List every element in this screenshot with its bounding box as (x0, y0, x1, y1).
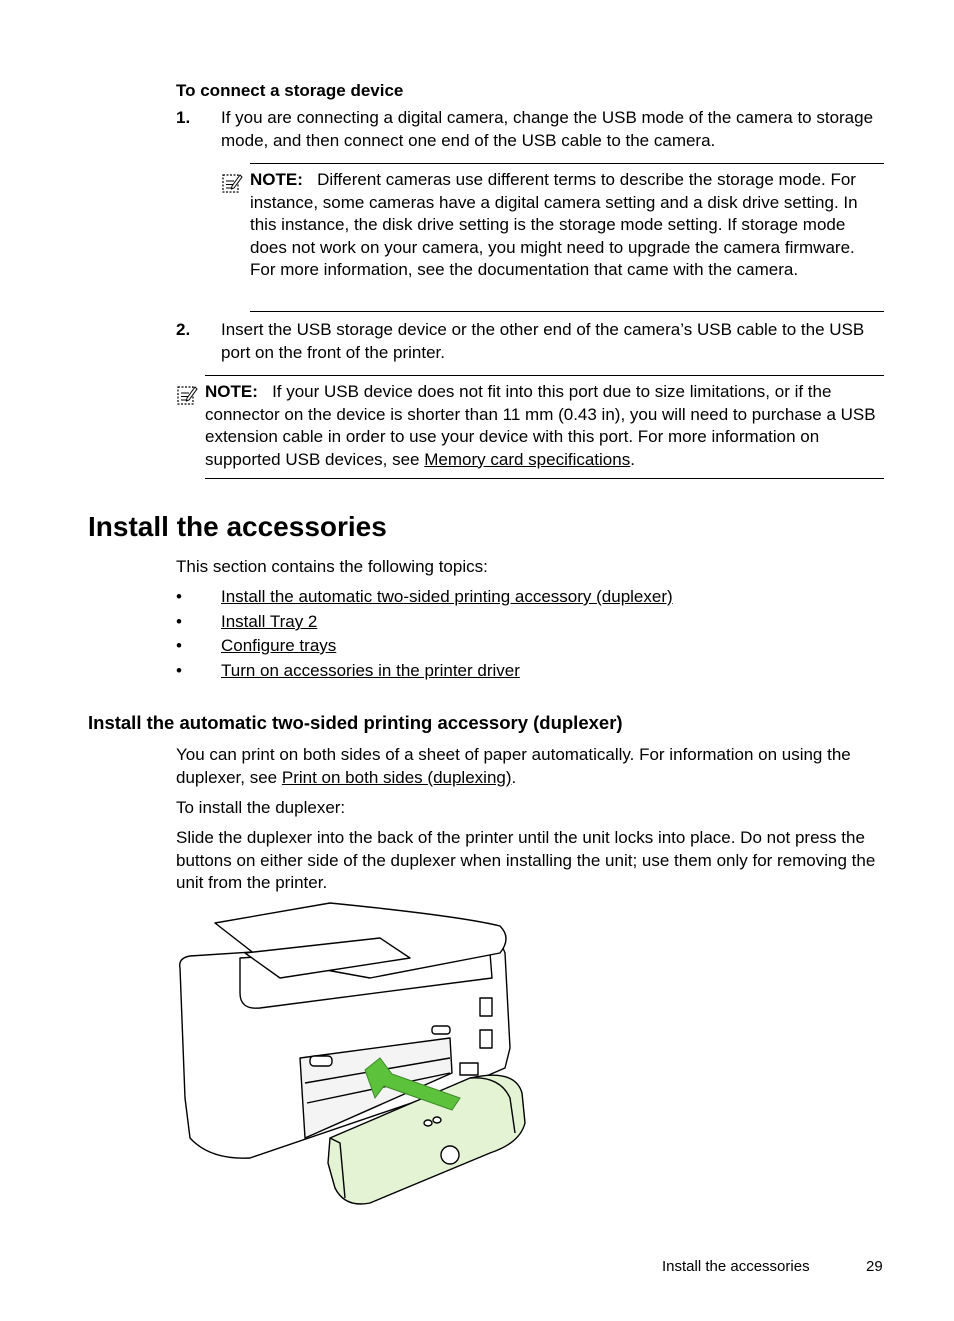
hp-logo (441, 1146, 459, 1164)
footer-page-number: 29 (866, 1258, 883, 1275)
note-1-top-rule (250, 163, 884, 164)
side-vent (480, 1030, 492, 1048)
step-2-number: 2. (176, 320, 191, 339)
note-icon (221, 172, 243, 194)
bullet: • (176, 587, 182, 606)
subsection-title: Install the automatic two-sided printing accessory (duplexer) (88, 712, 623, 733)
note-2-top-rule (205, 375, 884, 376)
para-1-text: You can print on both sides of a sheet of paper automatically. For information on using the duplexer, see (176, 745, 851, 787)
topic-link-printer-driver[interactable]: Turn on accessories in the printer driver (221, 661, 520, 680)
side-vent (480, 998, 492, 1016)
subsection-para-1 (176, 744, 888, 789)
note-1-text: Different cameras use different terms to describe the storage mode. For instance, some cameras have a digital camera setting and a disk drive setting. In this instance, the disk drive setting is the storage mode setting. If storage mode does not work on your camera, you might need to upgrade the camera firmware. For more information, see the documentation that came with the camera. (250, 170, 858, 279)
step-2-text: Insert the USB storage device or the other end of the camera’s USB cable to the USB port on the front of the printer. (221, 320, 865, 362)
note-2-text: If your USB device does not fit into this port due to size limitations, or if the connector on the device is shorter than 11 mm (0.43 in), you will need to purchase a USB extension cable in order to use your device with this port. For more information on supported USB devices, see (205, 382, 876, 469)
section-intro: This section contains the following topics: (176, 557, 488, 576)
note-icon (176, 384, 198, 406)
bullet: • (176, 636, 182, 655)
duplexing-link[interactable]: Print on both sides (duplexing) (281, 767, 512, 787)
footer-section-name: Install the accessories (662, 1258, 810, 1275)
bullet: • (176, 661, 182, 680)
note-1-label: NOTE: (250, 170, 303, 189)
step-1-text: If you are connecting a digital camera, change the USB mode of the camera to storage mode, and then connect one end of the USB cable to the camera. (221, 108, 874, 150)
topic-link-tray2[interactable]: Install Tray 2 (221, 612, 318, 631)
subsection-para-3: Slide the duplexer into the back of the printer until the unit locks into place. Do not press the buttons on either side of the duplexer when installing the unit; use them only for removing the unit from the printer. (176, 828, 876, 892)
duplexer-installation-illustration (170, 898, 540, 1218)
subsection-para-2: To install the duplexer: (176, 798, 346, 817)
note-1 (250, 169, 884, 282)
note-1-bottom-rule (250, 311, 884, 312)
topic-link-configure-trays[interactable]: Configure trays (221, 636, 337, 655)
note-2-label: NOTE: (205, 382, 258, 401)
rear-handle (432, 1026, 450, 1034)
note-2-bottom-rule (205, 478, 884, 479)
bullet: • (176, 612, 182, 631)
topic-link-duplexer[interactable]: Install the automatic two-sided printing accessory (duplexer) (221, 587, 673, 606)
procedure-title: To connect a storage device (176, 81, 404, 100)
section-title: Install the accessories (88, 511, 387, 542)
note-2 (205, 381, 887, 471)
note-2-period: . (630, 449, 635, 469)
step-1-number: 1. (176, 108, 191, 127)
rear-port (460, 1063, 478, 1075)
para-1-period: . (511, 767, 517, 787)
memory-card-specs-link[interactable]: Memory card specifications (424, 449, 631, 469)
rear-handle (310, 1056, 332, 1066)
